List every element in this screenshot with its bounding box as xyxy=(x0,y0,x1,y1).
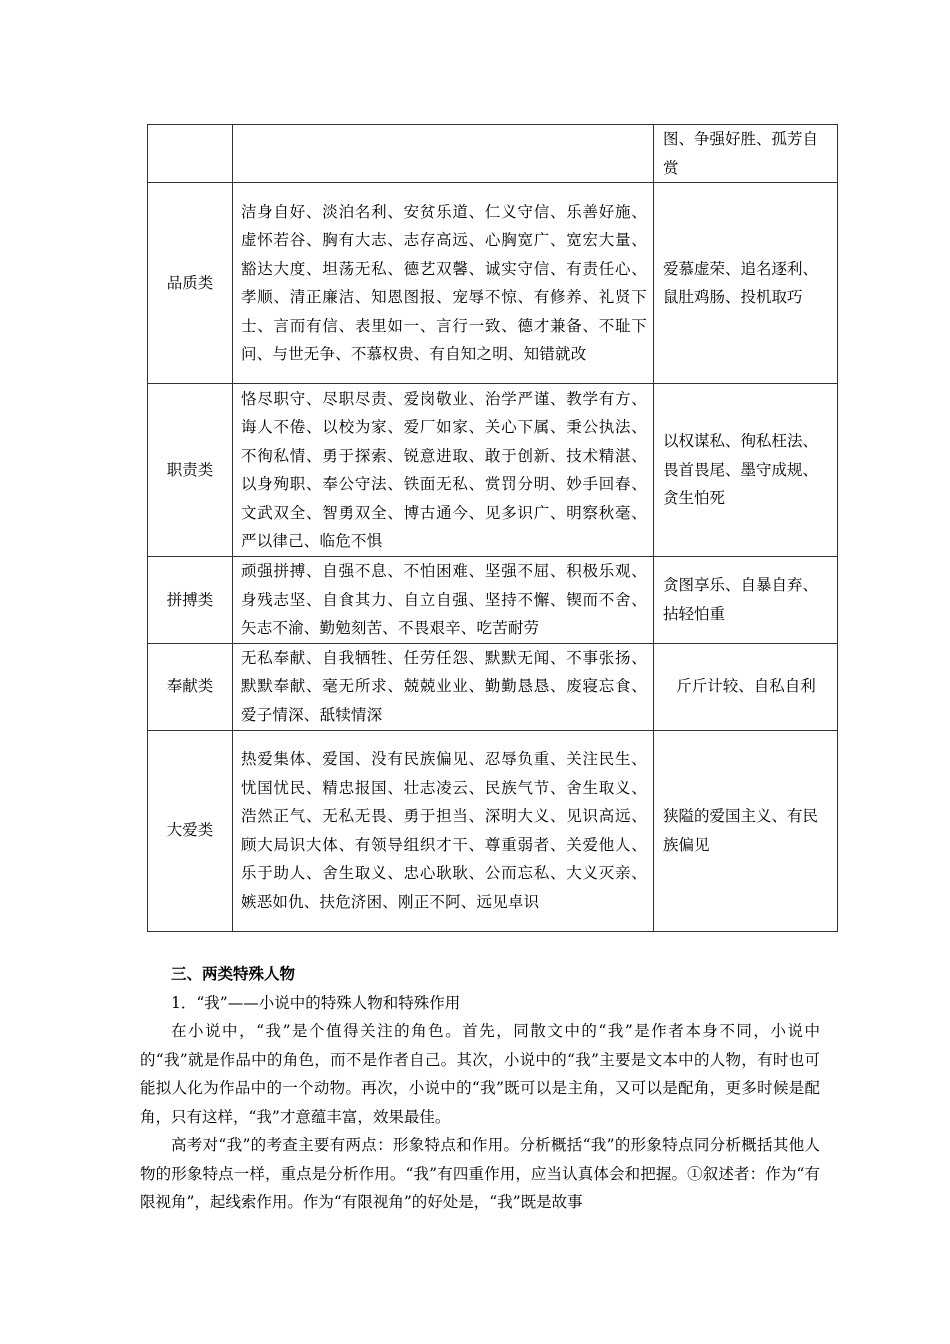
subsection-heading: 1．“我”——小说中的特殊人物和特殊作用 xyxy=(171,993,461,1012)
paragraph: 高考对“我”的考查主要有两点：形象特点和作用。分析概括“我”的形象特点同分析概括其他人物的形象特点一样，重点是分析作用。“我”有四重作用，应当认真体会和把握。①叙述者：作为“有限视角”，起线索作用。作为“有限视角”的好处是，“我”既是故事 xyxy=(140,1136,820,1211)
category-cell: 职责类 xyxy=(148,384,233,557)
category-cell: 大爱类 xyxy=(148,730,233,931)
positive-traits-cell: 顽强拼搏、自强不息、不怕困难、坚强不屈、积极乐观、身残志坚、自食其力、自立自强、坚持不懈、锲而不舍、矢志不渝、勤勉刻苦、不畏艰辛、吃苦耐劳 xyxy=(233,557,654,644)
positive-traits-cell: 洁身自好、淡泊名利、安贫乐道、仁义守信、乐善好施、虚怀若谷、胸有大志、志存高远、心胸宽广、宽宏大量、豁达大度、坦荡无私、德艺双馨、诚实守信、有责任心、孝顺、清正廉洁、知恩图报、宠辱不惊、有修养、礼贤下士、言而有信、表里如一、言行一致、德才兼备、不耻下问、与世无争、不慕权贵、有自知之明、知错就改 xyxy=(233,183,654,384)
negative-traits-cell: 斤斤计较、自私自利 xyxy=(654,643,838,730)
positive-traits-cell: 无私奉献、自我牺牲、任劳任怨、默默无闻、不事张扬、默默奉献、毫无所求、兢兢业业、勤勤恳恳、废寝忘食、爱子情深、舐犊情深 xyxy=(233,643,654,730)
paragraph: 在小说中，“我”是个值得关注的角色。首先，同散文中的“我”是作者本身不同，小说中的“我”就是作品中的角色，而不是作者自己。其次，小说中的“我”主要是文本中的人物，有时也可能拟人化为作品中的一个动物。再次，小说中的“我”既可以是主角，又可以是配角，更多时候是配角，只有这样，“我”才意蕴丰富，效果最佳。 xyxy=(140,1022,820,1126)
table-row xyxy=(148,125,838,183)
positive-traits-cell: 恪尽职守、尽职尽责、爱岗敬业、治学严谨、教学有方、诲人不倦、以校为家、爱厂如家、关心下属、秉公执法、不徇私情、勇于探索、锐意进取、敢于创新、技术精湛、以身殉职、奉公守法、铁面无私、赏罚分明、妙手回春、文武双全、智勇双全、博古通今、见多识广、明察秋毫、严以律己、临危不惧 xyxy=(233,384,654,557)
negative-traits-cell: 以权谋私、徇私枉法、畏首畏尾、墨守成规、贪生怕死 xyxy=(654,384,838,557)
special-characters-section xyxy=(140,960,820,1217)
positive-traits-cell: 热爱集体、爱国、没有民族偏见、忍辱负重、关注民生、忧国忧民、精忠报国、壮志凌云、民族气节、舍生取义、浩然正气、无私无畏、勇于担当、深明大义、见识高远、顾大局识大体、有领导组织才干、尊重弱者、关爱他人、乐于助人、舍生取义、忠心耿耿、公而忘私、大义灭亲、嫉恶如仇、扶危济困、刚正不阿、远见卓识 xyxy=(233,730,654,931)
negative-traits-cell: 图、争强好胜、孤芳自赏 xyxy=(654,125,838,183)
character-traits-table xyxy=(147,124,838,932)
section-heading: 三、两类特殊人物 xyxy=(171,964,296,983)
negative-traits-cell: 狭隘的爱国主义、有民族偏见 xyxy=(654,730,838,931)
table-row xyxy=(148,730,838,931)
positive-traits-cell xyxy=(233,125,654,183)
category-cell: 奉献类 xyxy=(148,643,233,730)
negative-traits-cell: 爱慕虚荣、追名逐利、鼠肚鸡肠、投机取巧 xyxy=(654,183,838,384)
negative-traits-cell: 贪图享乐、自暴自弃、拈轻怕重 xyxy=(654,557,838,644)
table-row xyxy=(148,183,838,384)
category-cell: 拼搏类 xyxy=(148,557,233,644)
category-cell xyxy=(148,125,233,183)
category-cell: 品质类 xyxy=(148,183,233,384)
table-row xyxy=(148,643,838,730)
table-row xyxy=(148,384,838,557)
table-row xyxy=(148,557,838,644)
